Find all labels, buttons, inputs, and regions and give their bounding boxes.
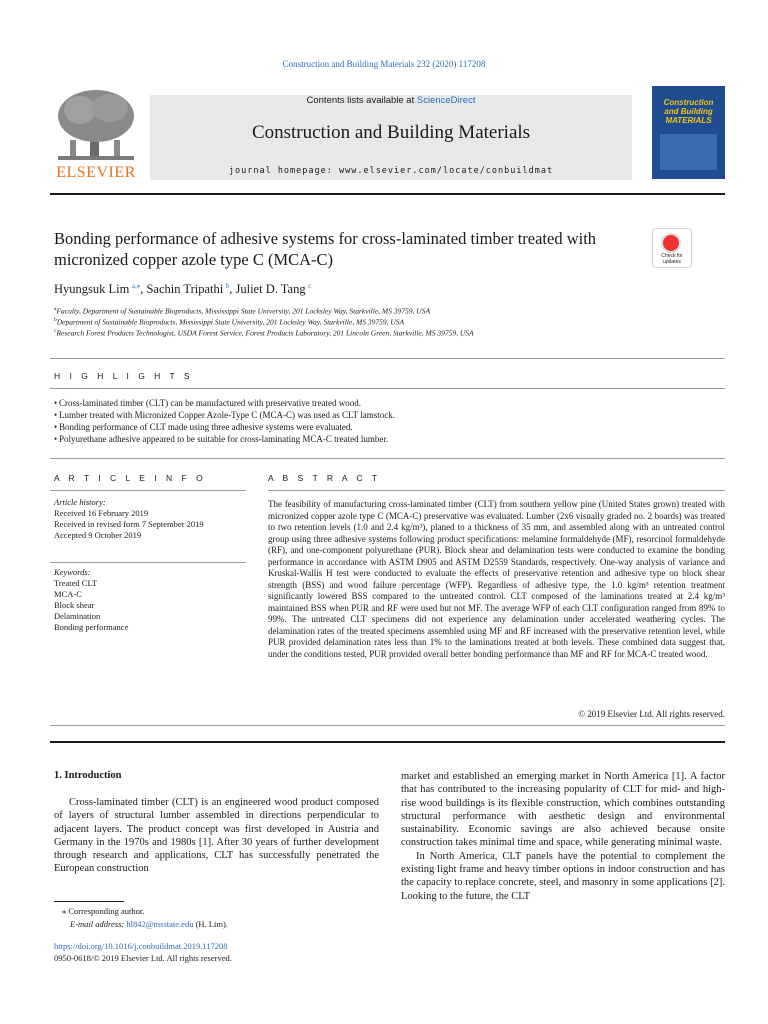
history-label: Article history:: [54, 497, 106, 507]
highlight-item: • Lumber treated with Micronized Copper Azole-Type C (MCA-C) was used as CLT lamstock.: [54, 410, 396, 420]
highlight-text: Polyurethane adhesive appeared to be suitable for cross-laminating MCA-C treated lumber.: [58, 434, 389, 444]
highlights-heading: H I G H L I G H T S: [54, 371, 194, 381]
elsevier-wordmark: ELSEVIER: [56, 164, 136, 181]
history-item: Received 16 February 2019: [54, 508, 149, 518]
body-column-right: [401, 770, 725, 903]
body-paragraph: Cross-laminated timber (CLT) is an engineered wood product composed of layers of structural lumber assembled in directions perpendicular to adjacent layers. The product concept was first developed in Austria and Germany in the 1970s and 1980s [1]. After 30 years of further development through research and applications, CLT has successfully penetrated the European construction: [54, 797, 379, 875]
email-suffix: (H. Lim).: [195, 919, 228, 929]
cover-title-line: MATERIALS: [665, 116, 712, 125]
highlight-item: • Polyurethane adhesive appeared to be suitable for cross-laminating MCA-C treated lumber.: [54, 434, 389, 444]
issn-line: 0950-0618/© 2019 Elsevier Ltd. All rights reserved.: [54, 953, 232, 963]
section-divider: [268, 490, 725, 491]
body-paragraph: market and established an emerging market in North America [1]. A factor that has contributed to the increasing popularity of CLT for mid- and high-rise wood buildings is its flexible construction, which combines outstanding structural performance with aesthetic design and environmental sustainability. Economic savings are also achieved because onsite construction takes minimal time and space, while generating minimal waste.: [401, 771, 725, 849]
section-divider: [50, 725, 725, 726]
author-name[interactable]: Hyungsuk Lim: [54, 282, 130, 297]
abstract-text: The feasibility of manufacturing cross-laminated timber (CLT) from southern yellow pine (United States grown) treated with micronized copper azole type C (MCA-C) preservative was evaluated. Lumber (2x6 visually graded no. 2 boards) was treated to two retention levels (1.0 and 2.4 kg/m³), planed to a thickness of 35 mm, and assembled along with an untreated control group using three adhesive systems following product specifications: melamine formaldehyde (MF), resorcinol formaldehyde (RF), and one-component polyurethane (PUR). Block shear and delamination tests were conducted to examine the bonding performance in accordance with ASTM D905 and ASTM D2559 Standards, respectively. One-way analysis of variance and Kruskal-Wallis H test were conducted to evaluate the effects of preservative retention and adhesive type on block shear strength (BSS) and wood failure percentage (WFP). Regardless of adhesive type, the 1.0 kg/m³ retention treatment significantly lowered BSS compared to the untreated control. CLT composed of the laminations treated at 2.4 kg/m³ maintained BSS when PUR and RF were used but not MF. The average WFP of each CLT configuration ranged from 89% to 99%. The untreated CLT specimens did not experience any delamination under accelerated weathering cycles. The delamination rates of the treated specimens assembled using MF and RF increased with the preservative retention level, while PUR provided delamination rates less than 1% to the laminations treated at both levels. These combined data suggest that, under the conditions tested, PUR provided overall better bonding performance than MF and RF for MCA-C treated wood.: [268, 499, 725, 659]
check-for-updates-button[interactable]: [652, 228, 692, 268]
abstract-heading: A B S T R A C T: [268, 473, 381, 483]
keywords-block: [54, 567, 128, 633]
affiliation-mark: a: [54, 306, 57, 312]
footnote-rule: [54, 901, 124, 902]
journal-cover-image: [652, 86, 725, 179]
check-updates-icon: [661, 233, 681, 253]
section-divider: [50, 458, 725, 459]
keyword: MCA-C: [54, 589, 82, 599]
corresponding-author-note: ⁎ Corresponding author.: [62, 906, 145, 916]
history-item: Accepted 9 October 2019: [54, 530, 142, 540]
highlight-text: Lumber treated with Micronized Copper Azole-Type C (MCA-C) was used as CLT lamstock.: [58, 410, 396, 420]
author-affil-mark[interactable]: c: [308, 282, 312, 290]
cover-title-line: Construction: [663, 98, 714, 107]
section-heading: 1. Introduction: [54, 770, 122, 781]
keyword: Delamination: [54, 611, 101, 621]
section-divider: [50, 562, 246, 563]
affiliation: [54, 328, 474, 338]
doi-link[interactable]: https://doi.org/10.1016/j.conbuildmat.2019.117208: [54, 941, 228, 951]
article-history: [54, 497, 204, 541]
highlight-text: Bonding performance of CLT made using three adhesive systems were evaluated.: [58, 422, 353, 432]
affiliation-mark: b: [54, 317, 57, 323]
check-updates-label: Check for updates: [661, 253, 683, 265]
sciencedirect-link[interactable]: ScienceDirect: [416, 95, 476, 106]
header-divider: [50, 193, 725, 195]
keyword: Treated CLT: [54, 578, 98, 588]
cover-title-line: and Building: [664, 107, 713, 116]
highlight-item: • Cross-laminated timber (CLT) can be manufactured with preservative treated wood.: [54, 398, 362, 408]
body-column-left: [54, 796, 379, 876]
affiliation: [54, 306, 430, 316]
email-footnote: [70, 919, 228, 929]
journal-homepage[interactable]: journal homepage: www.elsevier.com/locate/conbuildmat: [228, 166, 554, 176]
section-divider: [50, 358, 725, 359]
email-link[interactable]: hl842@msstate.edu: [126, 919, 194, 929]
article-info-heading: A R T I C L E I N F O: [54, 473, 207, 483]
contents-prefix: Contents lists available at: [306, 95, 417, 106]
affiliation-text: Faculty, Department of Sustainable Bioproducts, Mississippi State University, 201 Locksley Way, Starkville, MS 39759, USA: [56, 306, 431, 316]
author-list: Hyungsuk Lim $^{a,⁎}$, Sachin Tripathi $^b$, Juliet D. Tang $^c$: [54, 282, 312, 297]
doi-block: [54, 940, 232, 964]
affiliation-mark: c: [54, 328, 57, 334]
abstract-copyright: © 2019 Elsevier Ltd. All rights reserved.: [578, 709, 725, 719]
affiliation: [54, 317, 404, 327]
section-divider: [50, 388, 725, 389]
highlights-list: [54, 397, 395, 445]
author-name[interactable]: Sachin Tripathi: [146, 282, 224, 297]
author-affil-mark[interactable]: b: [225, 282, 230, 290]
affiliation-text: Department of Sustainable Bioproducts, Mississippi State University, 201 Locksley Way, Starkville, MS 39759, USA: [56, 317, 405, 327]
journal-citation-link[interactable]: Construction and Building Materials 232 (2020) 117208: [282, 59, 486, 69]
history-item: Received in revised form 7 September 2019: [54, 519, 204, 529]
body-divider: [50, 741, 725, 743]
body-paragraph: In North America, CLT panels have the potential to complement the existing light frame and heavy timber options in indoor construction and has the capacity to replace concrete, steel, and masonry in some applications [2]. Looking to the future, the CLT: [401, 850, 725, 902]
article-title: Bonding performance of adhesive systems for cross-laminated timber treated with micronized copper azole type C (MCA-C): [54, 229, 597, 269]
affiliation-text: Research Forest Products Technologist, USDA Forest Service, Forest Products Laboratory, 201 Lincoln Green, Starkville, MS 39759, USA: [56, 328, 474, 338]
author-affil-mark[interactable]: a,⁎: [131, 282, 141, 290]
keyword: Block shear: [54, 600, 95, 610]
keyword: Bonding performance: [54, 622, 129, 632]
highlight-item: • Bonding performance of CLT made using three adhesive systems were evaluated.: [54, 422, 353, 432]
highlight-text: Cross-laminated timber (CLT) can be manufactured with preservative treated wood.: [58, 398, 362, 408]
keywords-label: Keywords:: [54, 567, 91, 577]
email-label: E-mail address:: [70, 919, 125, 929]
journal-title: Construction and Building Materials: [251, 122, 531, 143]
author-name[interactable]: Juliet D. Tang: [235, 282, 306, 297]
contents-line: [150, 95, 632, 106]
section-divider: [50, 490, 246, 491]
cover-photo: [660, 134, 717, 170]
